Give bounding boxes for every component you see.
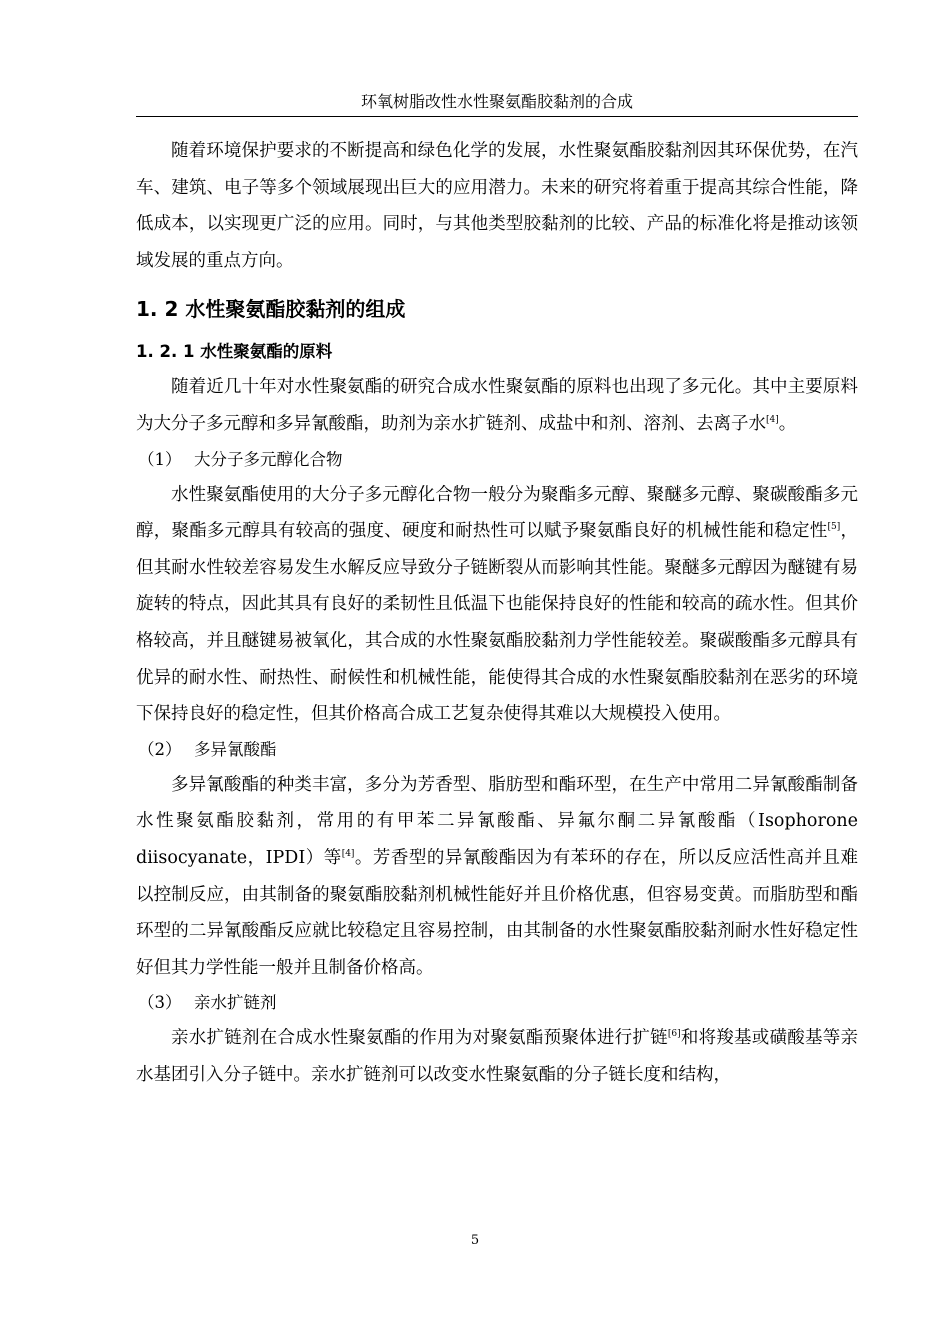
item-label: 亲水扩链剂 xyxy=(194,993,277,1013)
item-number: （2） xyxy=(138,739,182,759)
header-rule xyxy=(136,116,858,117)
citation-ref: [4] xyxy=(766,414,779,425)
paragraph-raw-materials xyxy=(136,369,858,442)
citation-ref: [4] xyxy=(341,848,355,859)
paragraph-chain-extender xyxy=(136,1020,858,1093)
running-header: 环氧树脂改性水性聚氨酯胶黏剂的合成 xyxy=(360,92,633,111)
paragraph-intro: 随着环境保护要求的不断提高和绿色化学的发展，水性聚氨酯胶黏剂因其环保优势，在汽车、建筑、电子等多个领域展现出巨大的应用潜力。未来的研究将着重于提高其综合性能，降低成本，以实现更广泛的应用。同时，与其他类型胶黏剂的比较、产品的标准化将是推动该领域发展的重点方向。 xyxy=(136,141,858,271)
list-item-polyol xyxy=(136,443,858,477)
paragraph-polyol xyxy=(136,477,858,733)
citation-ref: [5] xyxy=(827,522,841,533)
paragraph-text: 多异氰酸酯的种类丰富，多分为芳香型、脂肪型和酯环型，在生产中常用二异氰酸酯制备水性聚氨酯胶黏剂，常用的有甲苯二异氰酸酯、异氟尔酮二异氰酸酯（Isophorone diisocyanate，IPDI）等 xyxy=(136,774,858,868)
page-body xyxy=(136,133,858,1093)
item-label: 多异氰酸酯 xyxy=(194,739,277,759)
paragraph-isocyanate xyxy=(136,767,858,987)
citation-ref: [6] xyxy=(667,1029,681,1040)
paragraph-text-cont: 和将羧基或磺酸基等亲水基团引入分子链中。亲水扩链剂可以改变水性聚氨酯的分子链长度和结构， xyxy=(136,1028,859,1085)
paragraph-text-cont: ，但其耐水性较差容易发生水解反应导致分子链断裂从而影响其性能。聚醚多元醇因为醚键有易旋转的特点，因此其具有良好的柔韧性且低温下也能保持良好的性能和较高的疏水性。但其价格较高，并且醚键易被氧化，其合成的水性聚氨酯胶黏剂力学性能较差。聚碳酸酯多元醇具有优异的耐水性、耐热性、耐候性和机械性能，能使得其合成的水性聚氨酯胶黏剂在恶劣的环境下保持良好的稳定性，但其价格高合成工艺复杂使得其难以大规模投入使用。 xyxy=(136,521,858,725)
list-item-isocyanate xyxy=(136,733,858,767)
paragraph-text: 随着近几十年对水性聚氨酯的研究合成水性聚氨酯的原料也出现了多元化。其中主要原料为大分子多元醇和多异氰酸酯，助剂为亲水扩链剂、成盐中和剂、溶剂、去离子水 xyxy=(136,377,858,434)
paragraph-text-tail: 。 xyxy=(778,413,797,434)
item-number: （3） xyxy=(138,993,182,1013)
paragraph-text-cont: 。芳香型的异氰酸酯因为有苯环的存在，所以反应活性高并且难以控制反应，由其制备的聚氨酯胶黏剂机械性能好并且价格优惠，但容易变黄。而脂肪型和酯环型的二异氰酸酯反应就比较稳定且容易控制，由其制备的水性聚氨酯胶黏剂耐水性好稳定性好但其力学性能一般并且制备价格高。 xyxy=(136,847,858,978)
page-number: 5 xyxy=(470,1233,480,1248)
paragraph-text: 水性聚氨酯使用的大分子多元醇化合物一般分为聚酯多元醇、聚醚多元醇、聚碳酸酯多元醇，聚酯多元醇具有较高的强度、硬度和耐热性可以赋予聚氨酯良好的机械性能和稳定性 xyxy=(136,484,858,542)
subsection-heading: 1. 2. 1 水性聚氨酯的原料 xyxy=(136,342,333,362)
section-heading: 1. 2 水性聚氨酯胶黏剂的组成 xyxy=(136,297,406,322)
item-label: 大分子多元醇化合物 xyxy=(194,449,343,469)
item-number: （1） xyxy=(138,449,182,469)
list-item-chain-extender xyxy=(136,986,858,1020)
paragraph-text: 亲水扩链剂在合成水性聚氨酯的作用为对聚氨酯预聚体进行扩链 xyxy=(171,1028,668,1049)
